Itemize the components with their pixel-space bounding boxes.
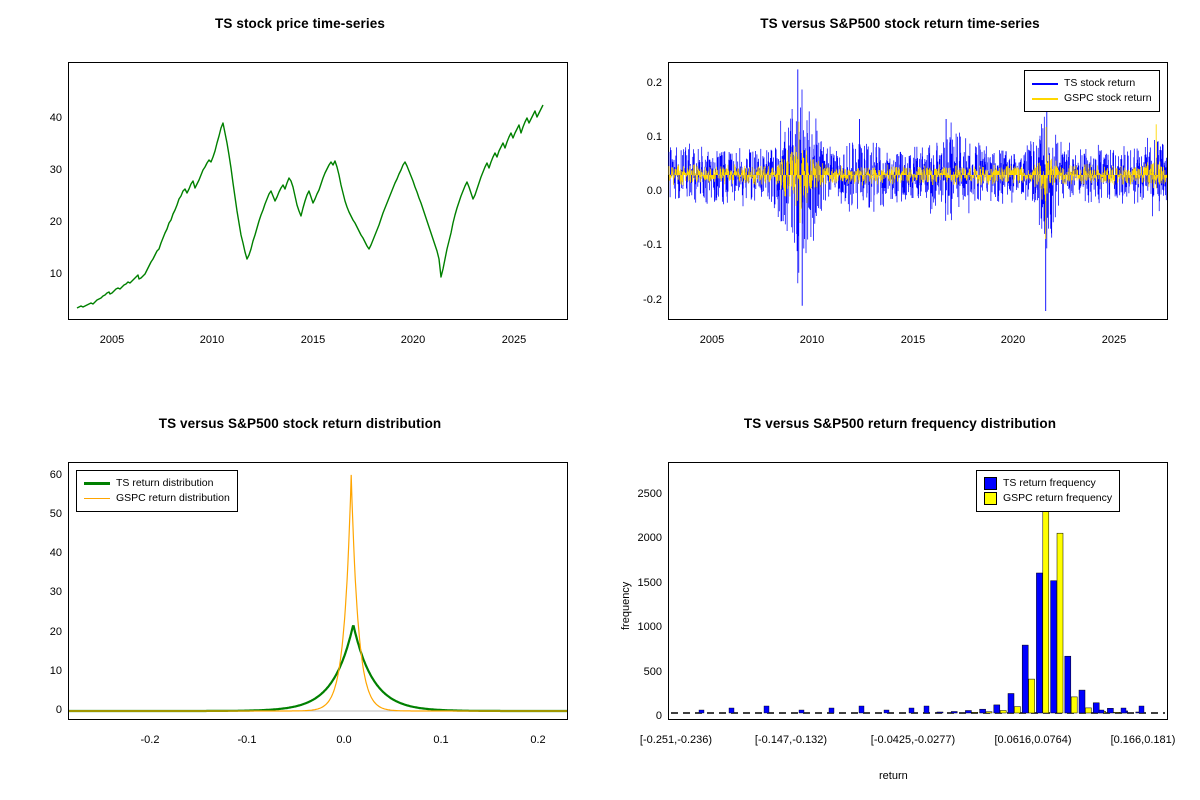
legend-label-gspc-return: GSPC stock return xyxy=(1064,92,1152,104)
axis-label-frequency: frequency xyxy=(620,581,632,630)
ytick-ret-01: 0.1 xyxy=(646,131,662,143)
ytick-hist-2500: 2500 xyxy=(637,488,662,500)
panel-title-return-histogram: TS versus S&P500 return frequency distribution xyxy=(743,416,1057,431)
legend-label-ts-density: TS return distribution xyxy=(116,477,214,489)
xtick-ret-2005: 2005 xyxy=(699,334,725,346)
legend-return-histogram xyxy=(976,470,1120,512)
xtick-price-2015: 2015 xyxy=(300,334,326,346)
ytick-dens-40: 40 xyxy=(49,547,62,559)
ytick-price-40: 40 xyxy=(49,112,62,124)
ytick-ret-neg01: -0.1 xyxy=(643,239,662,251)
legend-swatch-icon xyxy=(984,477,997,490)
panel-return-histogram xyxy=(600,400,1200,800)
panel-price-series xyxy=(0,0,600,400)
legend-item-gspc-frequency xyxy=(984,491,1112,506)
xtick-hist-4: [0.0616,0.0764) xyxy=(994,734,1072,746)
xtick-price-2020: 2020 xyxy=(400,334,426,346)
ytick-hist-1000: 1000 xyxy=(637,621,662,633)
xtick-hist-5: [0.166,0.181) xyxy=(1110,734,1176,746)
legend-line-icon xyxy=(84,482,110,485)
xtick-dens-00: 0.0 xyxy=(336,734,352,746)
legend-item-ts-frequency xyxy=(984,476,1112,491)
xtick-hist-1: [-0.251,-0.236) xyxy=(639,734,713,746)
ytick-dens-20: 20 xyxy=(49,626,62,638)
ytick-dens-10: 10 xyxy=(49,665,62,677)
panel-title-price-series: TS stock price time-series xyxy=(215,16,385,31)
legend-label-gspc-density: GSPC return distribution xyxy=(116,492,230,504)
price-series-svg xyxy=(69,63,567,319)
price-line xyxy=(77,105,543,308)
axis-label-return: return xyxy=(879,770,908,782)
ytick-price-10: 10 xyxy=(49,268,62,280)
legend-swatch-icon xyxy=(984,492,997,505)
legend-label-ts-return: TS stock return xyxy=(1064,77,1136,89)
legend-line-icon xyxy=(1032,98,1058,100)
xtick-price-2005: 2005 xyxy=(99,334,125,346)
xtick-dens-02: 0.2 xyxy=(530,734,546,746)
xtick-dens-01: 0.1 xyxy=(433,734,449,746)
panel-return-density xyxy=(0,400,600,800)
ytick-hist-0: 0 xyxy=(655,710,662,722)
panel-return-series xyxy=(600,0,1200,400)
xtick-ret-2020: 2020 xyxy=(1000,334,1026,346)
ytick-hist-2000: 2000 xyxy=(637,532,662,544)
panel-title-return-series: TS versus S&P500 stock return time-series xyxy=(760,16,1040,31)
legend-line-icon xyxy=(1032,83,1058,85)
ytick-dens-0: 0 xyxy=(55,704,62,716)
xtick-price-2010: 2010 xyxy=(199,334,225,346)
legend-label-ts-frequency: TS return frequency xyxy=(1003,477,1096,489)
legend-item-gspc-density xyxy=(84,491,230,506)
ytick-dens-30: 30 xyxy=(49,586,62,598)
ytick-hist-500: 500 xyxy=(643,666,662,678)
legend-return-density xyxy=(76,470,238,512)
plot-area-price-series xyxy=(68,62,568,320)
ytick-dens-60: 60 xyxy=(49,469,62,481)
ytick-ret-00: 0.0 xyxy=(646,185,662,197)
xtick-ret-2025: 2025 xyxy=(1101,334,1127,346)
ytick-dens-50: 50 xyxy=(49,508,62,520)
legend-item-ts-return xyxy=(1032,76,1152,91)
legend-item-gspc-return xyxy=(1032,91,1152,106)
xtick-price-2025: 2025 xyxy=(501,334,527,346)
xtick-dens-neg01: -0.1 xyxy=(237,734,257,746)
legend-line-icon xyxy=(84,498,110,499)
xtick-dens-neg02: -0.2 xyxy=(140,734,160,746)
xtick-hist-2: [-0.147,-0.132) xyxy=(754,734,828,746)
ytick-price-30: 30 xyxy=(49,164,62,176)
legend-return-series xyxy=(1024,70,1160,112)
ytick-ret-neg02: -0.2 xyxy=(643,294,662,306)
ytick-hist-1500: 1500 xyxy=(637,577,662,589)
ytick-price-20: 20 xyxy=(49,216,62,228)
xtick-hist-3: [-0.0425,-0.0277) xyxy=(870,734,956,746)
xtick-ret-2015: 2015 xyxy=(900,334,926,346)
legend-item-ts-density xyxy=(84,476,230,491)
ytick-ret-02: 0.2 xyxy=(646,77,662,89)
panel-title-return-density: TS versus S&P500 stock return distribution xyxy=(158,416,442,431)
legend-label-gspc-frequency: GSPC return frequency xyxy=(1003,492,1113,504)
xtick-ret-2010: 2010 xyxy=(799,334,825,346)
